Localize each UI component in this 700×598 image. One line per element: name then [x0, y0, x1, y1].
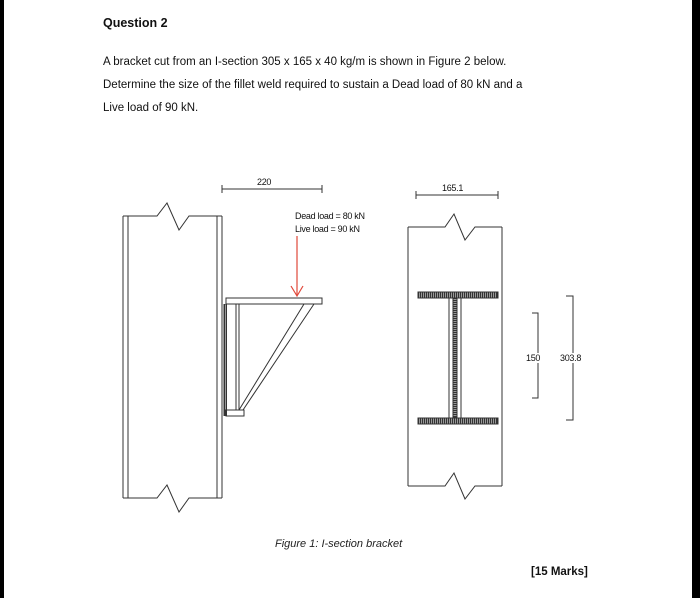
- left-column: [123, 203, 227, 512]
- bracket: [226, 298, 322, 416]
- question-title: Question 2: [103, 16, 168, 30]
- question-line-2: Determine the size of the fillet weld required to sustain a Dead load of 80 kN and a: [103, 79, 523, 91]
- live-load-label: Live load = 90 kN: [295, 224, 360, 234]
- dim-220-line: [222, 185, 322, 193]
- dim-220-label: 220: [257, 177, 272, 187]
- load-arrow: [291, 236, 303, 296]
- question-line-3: Live load of 90 kN.: [103, 102, 199, 114]
- dead-load-label: Dead load = 80 kN: [295, 211, 365, 221]
- dim-150-label: 150: [526, 353, 541, 363]
- marks-label: [15 Marks]: [531, 566, 588, 578]
- dim-303-label: 303.8: [560, 353, 582, 363]
- figure-caption: Figure 1: I-section bracket: [275, 538, 403, 550]
- dim-165-label: 165.1: [442, 183, 464, 193]
- question-line-1: A bracket cut from an I-section 305 x 165 x 40 kg/m is shown in Figure 2 below.: [103, 56, 507, 68]
- column-weld-hatch: [223, 304, 227, 416]
- i-section: [418, 292, 498, 424]
